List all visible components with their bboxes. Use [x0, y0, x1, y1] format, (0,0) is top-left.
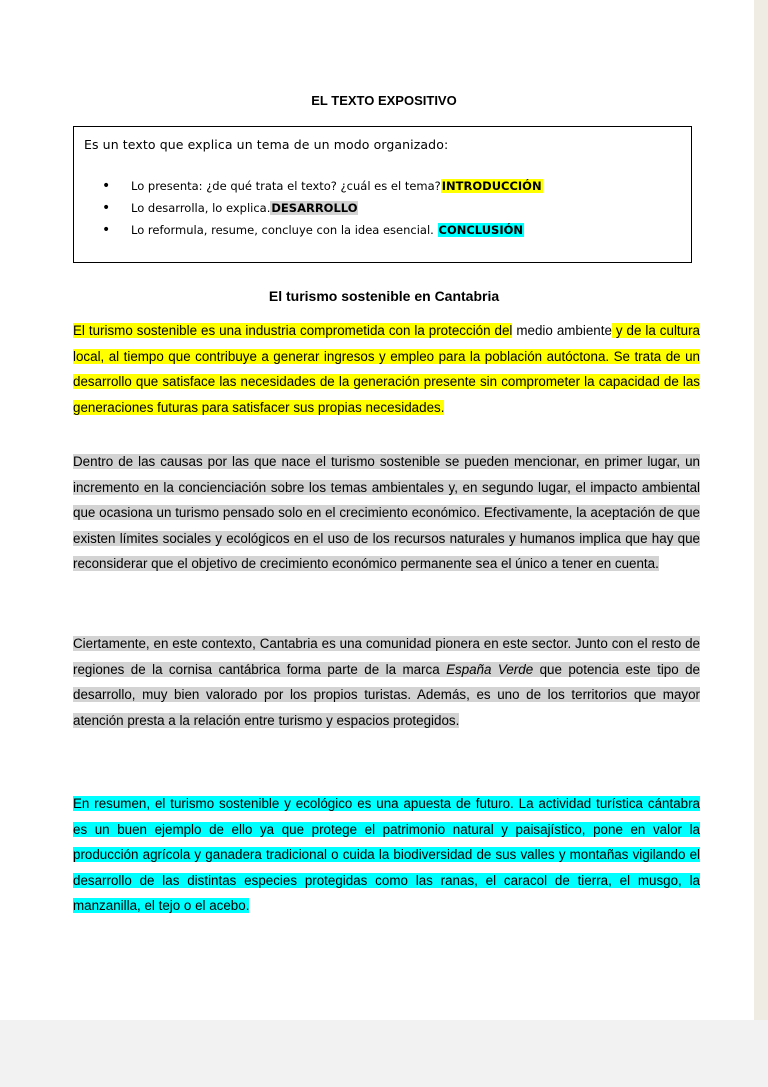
p1-segment-c: y de la cultura [611, 323, 700, 338]
p1-segment-d: local, al tiempo que contribuye a generar ingresos y empleo para la población autóctona. Se trata de un desarrollo que satisface las necesidades de la generación presente sin comprometer la capacidad de las generaciones futuras para satisfacer sus propias necesidades. [73, 348, 700, 415]
article-title: El turismo sostenible en Cantabria [268, 288, 500, 304]
list-item [74, 175, 543, 197]
p4-text: En resumen, el turismo sostenible y ecológico es una apuesta de futuro. La actividad turística cántabra es un buen ejemplo de ello ya que protege el patrimonio natural y paisajístico, pone en valor la producción agrícola y ganadera tradicional o cuida la biodiversidad de sus valles y montañas vigilando el desarrollo de las distintas especies protegidas como las ranas, el caracol de tierra, el musgo, la manzanilla, el tejo o el acebo. [73, 796, 700, 913]
introduccion-label: INTRODUCCIÓN [441, 179, 542, 193]
list-item-text: Lo desarrolla, lo explica. [131, 201, 271, 215]
right-margin-strip [754, 0, 768, 1020]
p1-segment-b: medio ambiente [512, 323, 612, 338]
list-item-text: Lo reformula, resume, concluye con la idea esencial. [131, 223, 438, 237]
p3-text-a: Ciertamente, en este contexto, Cantabria es una comunidad pionera en este sector. Junto con el resto de regiones de la cornisa cantábrica forma parte de la marca [73, 636, 700, 677]
definition-box [73, 126, 692, 263]
structure-list [74, 175, 543, 241]
paragraph-conclusion [73, 791, 700, 919]
list-item [74, 219, 543, 241]
p3-text-b: que potencia este tipo de desarrollo, muy bien valorado por los propios turistas. Además, es uno de los territorios que mayor atención presta a la relación entre turismo y espacios protegidos. [73, 661, 701, 728]
p3-italic-brand: España Verde [446, 661, 534, 677]
paragraph-desarrollo-2 [73, 631, 700, 733]
bottom-margin-strip [0, 1020, 768, 1087]
definition-intro: Es un texto que explica un tema de un modo organizado: [84, 137, 449, 152]
conclusion-label: CONCLUSIÓN [438, 223, 523, 237]
list-item [74, 197, 543, 219]
paragraph-introduccion [73, 318, 700, 420]
list-item-text: Lo presenta: ¿de qué trata el texto? ¿cuál es el tema? [131, 179, 441, 193]
paragraph-desarrollo-1 [73, 449, 700, 577]
document-title: EL TEXTO EXPOSITIVO [311, 93, 457, 108]
p1-segment-a: El turismo sostenible es una industria comprometida con la protección del [73, 323, 513, 338]
desarrollo-label: DESARROLLO [271, 201, 358, 215]
p2-text: Dentro de las causas por las que nace el turismo sostenible se pueden mencionar, en primer lugar, un incremento en la concienciación sobre los temas ambientales y, en segundo lugar, el impacto ambiental que ocasiona un turismo pensado solo en el crecimiento económico. Efectivamente, la aceptación de que existen límites sociales y ecológicos en el uso de los recursos naturales y humanos implica que hay que reconsiderar que el objetivo de crecimiento económico permanente sea el único a tener en cuenta. [73, 454, 700, 571]
